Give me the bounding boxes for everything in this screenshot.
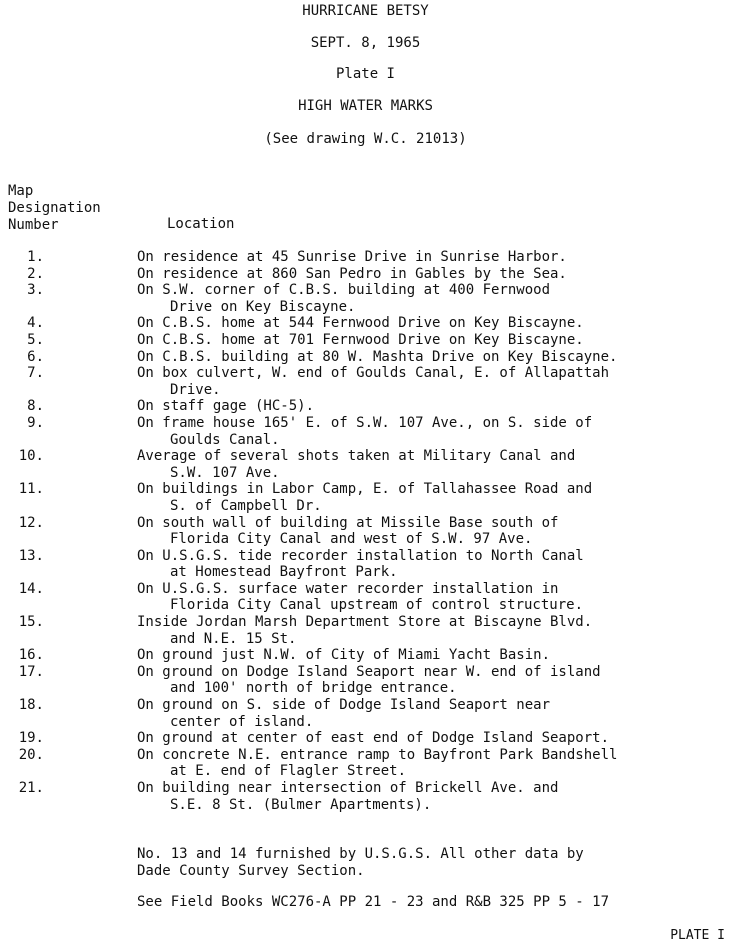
entry-number: 12.	[18, 514, 44, 531]
entry-number: 1.	[27, 249, 44, 265]
entry-location-line: On S.W. corner of C.B.S. building at 400 Fernwood	[137, 282, 551, 299]
entry-location-line: On residence at 860 San Pedro in Gables by the Sea.	[137, 265, 567, 282]
entry-location	[137, 415, 727, 448]
entry-location	[137, 349, 727, 366]
entry-location-line: Average of several shots taken at Military Canal and	[137, 448, 576, 465]
entry-location	[137, 398, 727, 415]
entry-location-line: Drive on Key Biscayne.	[170, 298, 356, 315]
list-item	[0, 747, 731, 780]
list-item	[0, 697, 731, 730]
entry-number: 5.	[27, 331, 44, 348]
document-title: HURRICANE BETSY	[302, 3, 429, 19]
number-header-line: Number	[8, 217, 59, 233]
entry-location	[137, 249, 727, 266]
list-item	[0, 349, 731, 366]
entry-location-line: On ground on Dodge Island Seaport near W. end of island	[137, 663, 601, 680]
entry-location	[137, 266, 727, 283]
entry-number: 2.	[27, 265, 44, 282]
entry-number: 16.	[18, 647, 44, 664]
subject-heading: HIGH WATER MARKS	[298, 98, 433, 114]
entry-location-line: Inside Jordan Marsh Department Store at Biscayne Blvd.	[137, 614, 593, 631]
entry-number: 6.	[27, 348, 44, 365]
entry-location-line: at E. end of Flagler Street.	[170, 763, 407, 780]
entry-location	[137, 747, 727, 780]
entry-location-line: center of island.	[170, 713, 314, 730]
entry-location-line: On C.B.S. home at 544 Fernwood Drive on Key Biscayne.	[137, 315, 584, 332]
document-date: SEPT. 8, 1965	[310, 35, 421, 51]
entry-number: 11.	[18, 481, 44, 498]
entry-location-line: On frame house 165' E. of S.W. 107 Ave., on S. side of	[137, 414, 593, 431]
list-item	[0, 332, 731, 349]
entry-location-line: S. of Campbell Dr.	[170, 497, 322, 514]
list-item	[0, 515, 731, 548]
entry-location	[137, 448, 727, 481]
entry-number: 7.	[27, 365, 44, 382]
entry-location	[137, 614, 727, 647]
number-column-header	[8, 183, 101, 234]
entry-location-line: and 100' north of bridge entrance.	[170, 680, 457, 697]
entry-location	[137, 780, 727, 813]
list-item	[0, 481, 731, 514]
entry-location-line: S.E. 8 St. (Bulmer Apartments).	[170, 796, 432, 813]
entry-number: 19.	[18, 730, 44, 747]
list-item	[0, 448, 731, 481]
entry-number: 10.	[18, 448, 44, 465]
entry-location-line: On box culvert, W. end of Goulds Canal, E. of Allapattah	[137, 365, 610, 382]
entry-location-line: On ground at center of east end of Dodge Island Seaport.	[137, 730, 610, 747]
entry-location	[137, 282, 727, 315]
entry-location-line: Florida City Canal and west of S.W. 97 Ave.	[170, 531, 533, 548]
entry-number: 17.	[18, 663, 44, 680]
entry-location	[137, 664, 727, 697]
entry-location-line: and N.E. 15 St.	[170, 630, 297, 647]
entry-location	[137, 481, 727, 514]
list-item	[0, 647, 731, 664]
entry-location-line: On south wall of building at Missile Base south of	[137, 514, 559, 531]
entry-location-line: On U.S.G.S. tide recorder installation to North Canal	[137, 547, 584, 564]
plate-heading: Plate I	[335, 66, 395, 82]
entry-location-line: On C.B.S. home at 701 Fernwood Drive on Key Biscayne.	[137, 331, 584, 348]
entry-location-line: On U.S.G.S. surface water recorder installation in	[137, 580, 559, 597]
list-item	[0, 365, 731, 398]
number-header-line: Designation	[8, 200, 101, 216]
entry-location	[137, 697, 727, 730]
high-water-marks-list	[0, 249, 731, 813]
entry-number: 13.	[18, 547, 44, 564]
entry-location-line: On staff gage (HC-5).	[137, 398, 315, 415]
list-item	[0, 548, 731, 581]
location-column-header: Location	[167, 216, 235, 232]
entry-number: 8.	[27, 398, 44, 415]
entry-location	[137, 730, 727, 747]
entry-location	[137, 332, 727, 349]
entry-location	[137, 365, 727, 398]
list-item	[0, 415, 731, 448]
entry-number: 14.	[18, 580, 44, 597]
entry-location-line: On building near intersection of Brickell Ave. and	[137, 780, 559, 796]
entry-location-line: at Homestead Bayfront Park.	[170, 564, 398, 581]
entry-location-line: On residence at 45 Sunrise Drive in Sunrise Harbor.	[137, 249, 567, 265]
entry-location	[137, 647, 727, 664]
number-header-line: Map	[8, 183, 34, 199]
data-source-note: No. 13 and 14 furnished by U.S.G.S. All other data by	[137, 846, 584, 862]
list-item	[0, 398, 731, 415]
data-source-note-cont: Dade County Survey Section.	[137, 863, 365, 879]
list-item	[0, 249, 731, 266]
list-item	[0, 780, 731, 813]
entry-location	[137, 548, 727, 581]
plate-footer-label: PLATE I	[670, 928, 725, 943]
entry-number: 21.	[18, 780, 44, 796]
entry-number: 3.	[27, 282, 44, 299]
entry-location-line: Goulds Canal.	[170, 431, 280, 448]
entry-location-line: S.W. 107 Ave.	[170, 464, 280, 481]
entry-location	[137, 515, 727, 548]
entry-number: 15.	[18, 614, 44, 631]
field-books-note: See Field Books WC276-A PP 21 - 23 and R&B 325 PP 5 - 17	[137, 894, 610, 910]
entry-location-line: Florida City Canal upstream of control structure.	[170, 597, 584, 614]
entry-location-line: On ground on S. side of Dodge Island Seaport near	[137, 697, 551, 714]
list-item	[0, 614, 731, 647]
entry-location-line: On buildings in Labor Camp, E. of Tallahassee Road and	[137, 481, 593, 498]
entry-location-line: On C.B.S. building at 80 W. Mashta Drive on Key Biscayne.	[137, 348, 618, 365]
list-item	[0, 664, 731, 697]
list-item	[0, 266, 731, 283]
list-item	[0, 282, 731, 315]
list-item	[0, 581, 731, 614]
entry-number: 4.	[27, 315, 44, 332]
entry-number: 20.	[18, 746, 44, 763]
entry-location	[137, 581, 727, 614]
entry-number: 9.	[27, 414, 44, 431]
entry-location-line: On ground just N.W. of City of Miami Yacht Basin.	[137, 647, 551, 664]
entry-number: 18.	[18, 697, 44, 714]
list-item	[0, 315, 731, 332]
entry-location-line: Drive.	[170, 381, 221, 398]
entry-location-line: On concrete N.E. entrance ramp to Bayfront Park Bandshell	[137, 746, 618, 763]
drawing-reference: (See drawing W.C. 21013)	[264, 131, 467, 147]
entry-location	[137, 315, 727, 332]
list-item	[0, 730, 731, 747]
